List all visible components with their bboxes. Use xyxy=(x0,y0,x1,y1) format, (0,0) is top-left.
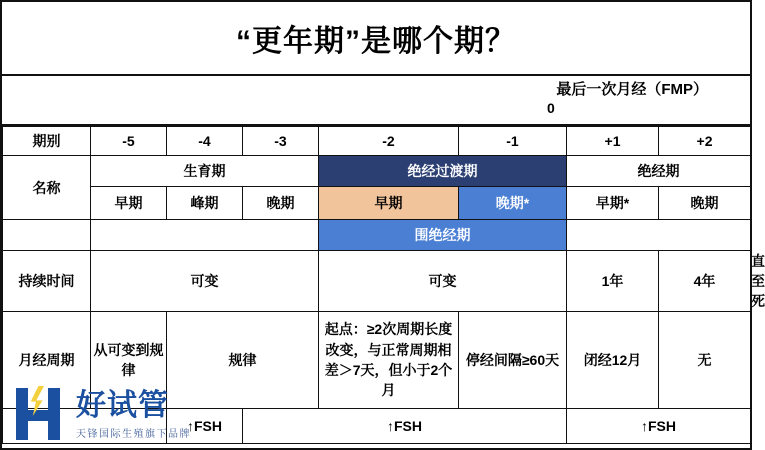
brand-name: 好试管 xyxy=(76,389,169,422)
name-sub-cell: 早期 xyxy=(91,187,167,220)
name-reproductive: 生育期 xyxy=(91,156,319,187)
fsh-cell: ↑FSH xyxy=(567,409,751,444)
h-logo-icon xyxy=(12,386,70,442)
name-menopausal-transition: 绝经过渡期 xyxy=(319,156,567,187)
stage-cell: -1 xyxy=(459,127,567,156)
watermark-logo xyxy=(12,386,191,442)
stage-cell: -3 xyxy=(243,127,319,156)
cycle-cell: 从可变到规律 xyxy=(91,312,167,409)
name-sub-cell-late-transition: 晚期* xyxy=(459,187,567,220)
cycle-cell: 规律 xyxy=(167,312,319,409)
perimenopause-label: 围绝经期 xyxy=(319,220,567,251)
duration-cell: 4年 xyxy=(659,251,751,312)
row-label-duration: 持续时间 xyxy=(3,251,91,312)
logo-bar-right xyxy=(48,388,60,440)
stage-cell: +2 xyxy=(659,127,751,156)
watermark-text xyxy=(76,391,191,442)
fmp-zero-marker: 0 xyxy=(547,100,555,116)
cycle-cell: 起点：≥2次周期长度改变，与正常周期相差＞7天，但小于2个月 xyxy=(319,312,459,409)
name-postmenopause: 绝经期 xyxy=(567,156,751,187)
perimenopause-empty-right xyxy=(567,220,751,251)
fmp-label: 最后一次月经（FMP） xyxy=(556,81,708,98)
fsh-cell: ↑FSH xyxy=(167,409,243,444)
stage-row xyxy=(3,127,751,156)
logo-bar-left xyxy=(16,388,28,440)
row-label-cycle: 月经周期 xyxy=(3,312,91,409)
stage-cell: -4 xyxy=(167,127,243,156)
name-sub-cell: 峰期 xyxy=(167,187,243,220)
duration-row: 持续时间 可变 可变 1年 4年 直至死 xyxy=(3,251,751,312)
perimenopause-row xyxy=(3,220,751,251)
row-label-stage: 期别 xyxy=(3,127,91,156)
duration-cell: 可变 xyxy=(319,251,567,312)
cycle-cell: 无 xyxy=(659,312,751,409)
fmp-band xyxy=(2,76,750,126)
stage-cell: -2 xyxy=(319,127,459,156)
brand-tagline: 天锋国际生殖旗下品牌 xyxy=(76,429,191,440)
duration-cell: 可变 xyxy=(91,251,319,312)
name-sub-cell-early-transition: 早期 xyxy=(319,187,459,220)
cycle-cell: 闭经12月 xyxy=(567,312,659,409)
fsh-cell: ↑FSH xyxy=(243,409,567,444)
perimenopause-empty-left xyxy=(91,220,319,251)
duration-cell: 1年 xyxy=(567,251,659,312)
name-sub-cell-late-post: 晚期 xyxy=(659,187,751,220)
stage-cell: +1 xyxy=(567,127,659,156)
cycle-cell: 停经间隔≥60天 xyxy=(459,312,567,409)
stage-cell: -5 xyxy=(91,127,167,156)
row-label-perimenopause xyxy=(3,220,91,251)
page-title: “更年期”是哪个期？ xyxy=(236,25,516,58)
name-row-secondary xyxy=(3,187,751,220)
name-row-primary xyxy=(3,156,751,187)
name-sub-cell: 晚期 xyxy=(243,187,319,220)
name-sub-cell-early-post: 早期* xyxy=(567,187,659,220)
logo-bar-mid xyxy=(28,410,48,421)
title-band xyxy=(2,2,750,76)
row-label-name: 名称 xyxy=(3,156,91,220)
